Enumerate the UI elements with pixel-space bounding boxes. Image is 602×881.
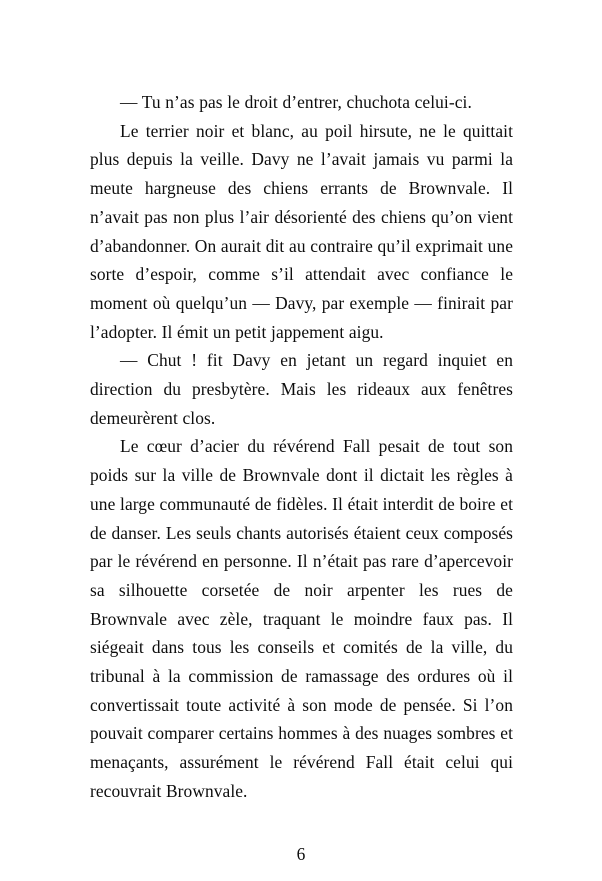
page-text-block xyxy=(90,88,513,806)
page-number: 6 xyxy=(296,844,306,864)
paragraph-dialogue-2: — Chut ! fit Davy en jetant un regard inquiet en direction du presbytère. Mais les rideaux aux fenêtres demeurèrent clos. xyxy=(90,350,513,428)
paragraph-narration-2: Le cœur d’acier du révérend Fall pesait de tout son poids sur la ville de Brownvale dont il dictait les règles à une large communauté de fidèles. Il était interdit de boire et de danser. Les seuls chants autorisés étaient ceux composés par le révérend en personne. Il n’était pas rare d’apercevoir sa silhouette corsetée de noir arpenter les rues de Brownvale avec zèle, traquant le moindre faux pas. Il siégeait dans tous les conseils et comités de la ville, du tribunal à la commission de ramassage des ordures où il convertissait toute activité à son mode de pensée. Si l’on pouvait comparer certains hommes à des nuages sombres et menaçants, assurément le révérend Fall était celui qui recouvrait Brownvale. xyxy=(90,436,513,801)
paragraph-dialogue-1: — Tu n’as pas le droit d’entrer, chuchota celui-ci. xyxy=(120,92,472,112)
paragraph-narration-1: Le terrier noir et blanc, au poil hirsute, ne le quittait plus depuis la veille. Davy ne l’avait jamais vu parmi la meute hargneuse des chiens errants de Brownvale. Il n’avait pas non plus l’air désorienté des chiens qu’on vient d’abandonner. On aurait dit au contraire qu’il exprimait une sorte d’espoir, comme s’il attendait avec confiance le moment où quelqu’un — Davy, par exemple — finirait par l’adopter. Il émit un petit jappement aigu. xyxy=(90,120,513,342)
